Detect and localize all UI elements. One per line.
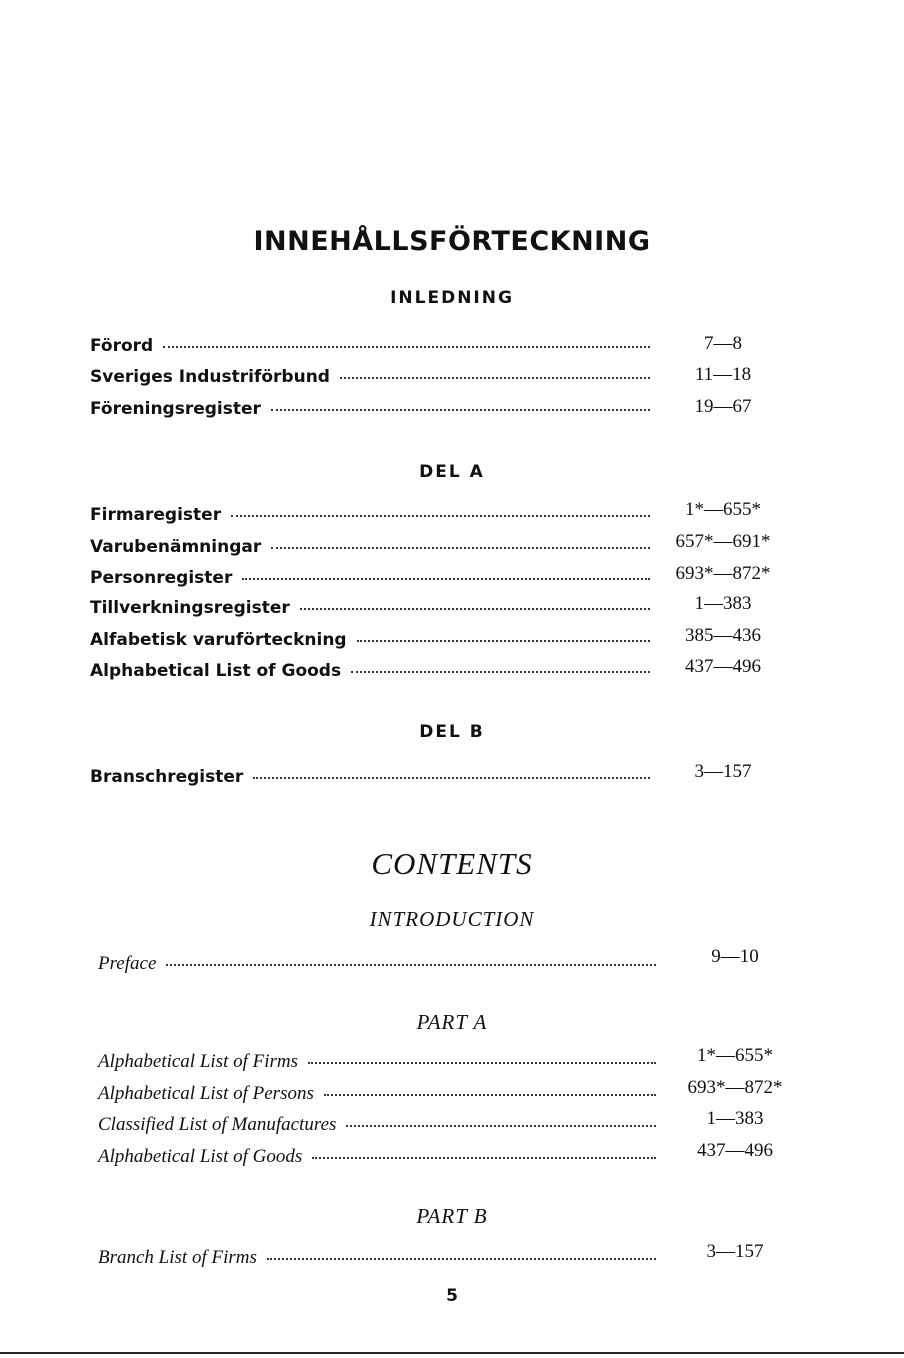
toc-entry-label: Branch List of Firms bbox=[98, 1247, 257, 1268]
toc-entry bbox=[90, 537, 650, 565]
toc-entry-pages: 9—10 bbox=[711, 946, 759, 967]
toc-entry-label: Alfabetisk varuförteckning bbox=[90, 630, 347, 650]
toc-entry-label: Alphabetical List of Goods bbox=[98, 1146, 303, 1167]
dot-leader bbox=[357, 639, 650, 642]
toc-entry-label: Alphabetical List of Persons bbox=[98, 1083, 314, 1104]
dot-leader bbox=[324, 1093, 656, 1096]
dot-leader bbox=[346, 1124, 656, 1127]
toc-entry-pages: 11—18 bbox=[694, 364, 752, 385]
toc-entry bbox=[98, 1114, 656, 1142]
toc-entry-label: Alphabetical List of Firms bbox=[98, 1051, 299, 1072]
toc-entry-label: Preface bbox=[98, 953, 157, 974]
english-section-heading-part-a: PART A bbox=[416, 1010, 488, 1034]
toc-entry-pages: 3—157 bbox=[706, 1241, 764, 1262]
dot-leader bbox=[308, 1061, 656, 1064]
dot-leader bbox=[253, 776, 650, 779]
dot-leader bbox=[351, 670, 650, 673]
toc-entry bbox=[98, 1247, 656, 1275]
toc-entry-label: Föreningsregister bbox=[90, 399, 261, 419]
dot-leader bbox=[271, 408, 650, 411]
toc-entry-pages: 693*—872* bbox=[687, 1077, 783, 1098]
page-edge-line bbox=[0, 1352, 904, 1354]
toc-entry bbox=[98, 953, 656, 981]
dot-leader bbox=[312, 1156, 656, 1159]
toc-entry-pages: 1—383 bbox=[694, 593, 752, 614]
toc-entry-pages: 7—8 bbox=[704, 333, 742, 354]
dot-leader bbox=[300, 607, 650, 610]
toc-entry-pages: 437—496 bbox=[685, 656, 761, 677]
toc-entry-pages: 1*—655* bbox=[697, 1045, 773, 1066]
toc-entry-label: Classified List of Manufactures bbox=[98, 1114, 337, 1135]
toc-entry-label: Förord bbox=[90, 336, 154, 356]
toc-entry-label: Sveriges Industriförbund bbox=[90, 367, 330, 387]
toc-entry-label: Personregister bbox=[90, 568, 233, 588]
swedish-section-heading-del-b: DEL B bbox=[419, 722, 485, 742]
toc-entry-pages: 1*—655* bbox=[685, 499, 761, 520]
toc-entry-pages: 19—67 bbox=[694, 396, 752, 417]
toc-entry-label: Tillverkningsregister bbox=[90, 598, 290, 618]
swedish-section-heading-inledning: INLEDNING bbox=[390, 288, 514, 308]
swedish-title: INNEHÅLLSFÖRTECKNING bbox=[253, 226, 651, 257]
dot-leader bbox=[163, 345, 650, 348]
toc-entry-pages: 3—157 bbox=[694, 761, 752, 782]
toc-entry-label: Alphabetical List of Goods bbox=[90, 661, 342, 681]
toc-entry bbox=[90, 767, 650, 795]
toc-entry bbox=[90, 661, 650, 689]
english-section-heading-part-b: PART B bbox=[416, 1204, 488, 1228]
dot-leader bbox=[166, 963, 656, 966]
toc-entry-pages: 693*—872* bbox=[675, 563, 771, 584]
toc-entry-label: Varubenämningar bbox=[90, 537, 262, 557]
toc-entry bbox=[90, 399, 650, 427]
dot-leader bbox=[242, 577, 650, 580]
toc-entry bbox=[98, 1051, 656, 1079]
dot-leader bbox=[231, 514, 650, 517]
toc-entry-label: Branschregister bbox=[90, 767, 244, 787]
dot-leader bbox=[340, 376, 650, 379]
toc-entry bbox=[98, 1146, 656, 1174]
toc-entry-label: Firmaregister bbox=[90, 505, 222, 525]
toc-entry-pages: 437—496 bbox=[697, 1140, 773, 1161]
toc-entry-pages: 385—436 bbox=[685, 625, 761, 646]
toc-entry bbox=[90, 336, 650, 364]
toc-entry bbox=[90, 630, 650, 658]
toc-entry bbox=[90, 568, 650, 596]
swedish-section-heading-del-a: DEL A bbox=[419, 462, 485, 482]
toc-entry bbox=[90, 598, 650, 626]
toc-entry bbox=[90, 505, 650, 533]
english-section-heading-introduction: INTRODUCTION bbox=[369, 907, 535, 931]
dot-leader bbox=[267, 1257, 656, 1260]
english-title: CONTENTS bbox=[371, 846, 533, 881]
toc-entry-pages: 657*—691* bbox=[675, 531, 771, 552]
toc-entry bbox=[98, 1083, 656, 1111]
page-number: 5 bbox=[446, 1286, 458, 1306]
toc-entry-pages: 1—383 bbox=[706, 1108, 764, 1129]
toc-entry bbox=[90, 367, 650, 395]
dot-leader bbox=[271, 546, 650, 549]
